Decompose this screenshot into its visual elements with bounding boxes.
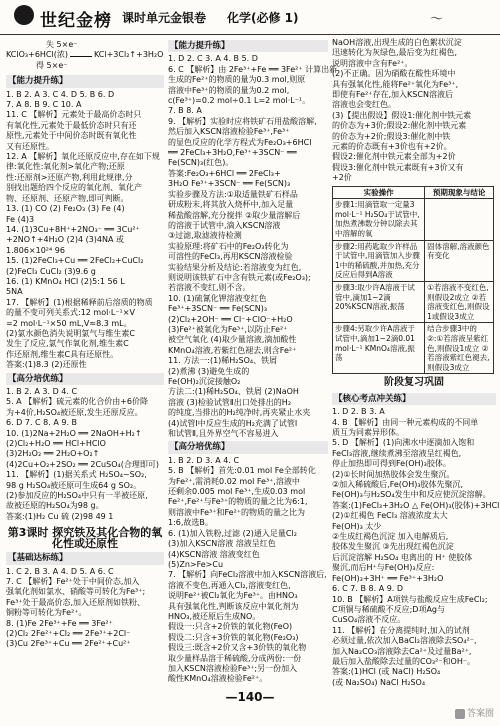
answer-line: 的纯度,当排出的H₂纯净时,再夹紧止水夹 xyxy=(168,408,311,418)
answer-line: 的价态为+2价;假设3:催化剂中铁 xyxy=(332,131,451,141)
answer-line: 最后加入盐酸除去过量的CO₃²⁻和OH⁻。 xyxy=(332,656,476,666)
answer-line: 答案:(1)H₂ Cu 硫 (2)98 49 1 xyxy=(6,511,114,521)
bird-icon: 〜 xyxy=(430,12,444,27)
answer-line: 假设一:只含+2价铁的氧化物(FeO) xyxy=(168,622,293,632)
table-cell: ①若溶液不变红色,则假设2成立 ②若溶液变红色,则假设1或假设3成立 xyxy=(425,282,494,323)
answer-line: +2价 xyxy=(332,173,352,183)
answer-line: 和试管Ⅱ,且外界空气不容易进入 xyxy=(168,429,279,439)
answer-line: 说明溶液中含有Fe²⁺。 xyxy=(332,58,413,68)
answer-line: Fe³⁺处于最高价态,加入还原剂如铁粉、 xyxy=(6,597,146,607)
table-row xyxy=(333,323,494,374)
answer-line: 假设2:催化剂中铁元素全部为+2价 xyxy=(332,152,456,162)
answer-line: 生成的Fe²⁺的物质的量为0.3 mol,则原 xyxy=(168,75,306,85)
answer-line: 又有还原性。 xyxy=(6,141,54,151)
answer-line: 的显色反应的化学方程式为Fe₂O₃+6HCl xyxy=(168,137,312,147)
answer-line: 10. (1)2Na+2H₂O ══ 2NaOH+H₂↑ xyxy=(6,428,142,438)
answer-line: 答案:(1)8.3 (2)还原性 xyxy=(6,360,87,370)
answer-line: 7. C 【解析】Fe²⁺处于中间价态,加入 xyxy=(6,576,140,586)
answer-line: 酸性KMnO₄溶液检验Fe²⁺。 xyxy=(168,674,268,684)
answer-line: 10. B 【解析】A项铁与盐酸反应生成FeCl₂; xyxy=(332,594,488,604)
answer-line: 7. 【解析】向FeCl₂溶液中加入KSCN溶液后, xyxy=(168,570,327,580)
page-number: —140— xyxy=(225,690,275,704)
answer-line: 假设3:催化剂中铁元素既有+3价又有 xyxy=(332,162,464,172)
answer-line: (2)Cl₂+2OH⁻ ══ Cl⁻+ClO⁻+H₂O xyxy=(168,314,293,324)
answer-line: ══ 2FeCl₃+3H₂O,Fe³⁺+3SCN⁻ ══ xyxy=(168,148,297,158)
answer-line: 强氧化剂如氯水、硝酸等可转化为Fe³⁺; xyxy=(6,587,146,597)
answer-line: 被空气氧化 (4)取少量溶液,滴加酸性 xyxy=(168,335,297,345)
answer-line: 实验原理:将矿石中的Fe₂O₃转化为 xyxy=(168,241,289,251)
answer-line: 的量不变可列关系式:12 mol·L⁻¹×V xyxy=(6,308,135,318)
answer-line: 后沉淀溶解 H₂SO₄ 电离出的 H⁺ 使胶体 xyxy=(332,552,473,562)
answer-line: NaOH溶液,出现生成的白色絮状沉淀 xyxy=(332,38,462,47)
answer-line: 溶液也会变红色。 xyxy=(332,100,396,110)
answer-line: 11. C 【解析】元素处于最高价态时只 xyxy=(6,110,142,120)
answer-line: 17. 【解析】(1)根据稀释前后溶质的物质 xyxy=(6,297,153,307)
section-heading: 【能力提升练】 xyxy=(168,40,328,52)
answer-line: 停止加热即可得到Fe(OH)₃胶体。 xyxy=(332,459,451,469)
answer-line: Fe(OH)₃与H₂SO₄发生中和反应使沉淀溶解。 xyxy=(332,490,491,500)
answer-line: 1. B 2. A 3. C 4. D 5. B 6. D xyxy=(6,89,115,99)
answer-line: Fe(OH)₃+3H⁺ ══ Fe³⁺+3H₂O xyxy=(332,573,444,583)
answer-line: 物、还原剂、还原产物,即可判断。 xyxy=(6,193,129,203)
answer-line: 加入Na₂CO₃溶液除去Ca²⁺及过量Ba²⁺, xyxy=(332,646,472,656)
answer-line: Fe (4)3 xyxy=(6,214,35,224)
answer-line: 1. D 2. B 3. A xyxy=(332,407,385,417)
electron-loss-label: 失 5×e⁻ xyxy=(46,40,78,49)
answer-line: 9. 【解析】实验时应将铁矿石用盐酸溶解, xyxy=(168,116,317,126)
section-title: 阶段复习巩固 xyxy=(384,377,444,389)
answer-line: 溶液中Fe³⁺的物质的量为0.2 mol, xyxy=(168,85,290,95)
table-header-row xyxy=(333,186,494,199)
answer-line: HNO₃,被还原后生成NO。 xyxy=(168,611,261,621)
answer-line: 有氧化性,元素处于最低价态时只有还 xyxy=(6,120,137,130)
answer-line: (4)试管Ⅰ中反应生成的H₂充满了试管Ⅰ xyxy=(168,418,298,428)
answer-line: 10. (1)硫氰化钾溶液变红色 xyxy=(168,293,267,303)
answer-column-middle xyxy=(168,38,338,684)
answer-line: 还剩余0.005 mol Fe³⁺,生成0.03 mol xyxy=(168,487,306,497)
answer-line: 说明Fe²⁺被Cl₂氧化为Fe³⁺。由HNO₃ xyxy=(168,591,298,601)
answer-line: 1. D 2. C 3. A 4. B 5. D xyxy=(168,54,258,64)
answer-line: 11. 【解析】(1)据关系式 H₂SO₄~SO₂, xyxy=(6,470,147,480)
answer-line: 14. (1)3Cu+8H⁺+2NO₃⁻ ══ 3Cu²⁺ xyxy=(6,224,140,234)
answer-line: 必须过量,依次加入BaCl₂溶液除去SO₄²⁻, xyxy=(332,636,477,646)
reaction-equation xyxy=(6,50,164,60)
answer-line: 答案:Fe₂O₃+6HCl ══ 2FeCl₃+ xyxy=(168,168,281,178)
series-title: 课时单元金银卷 xyxy=(122,11,207,25)
section-heading: 【核心考点冲关练】 xyxy=(332,393,496,405)
answer-line: 13. (1) CO (2) Fe₂O₃ (3) Fe (4) xyxy=(6,204,125,214)
answer-line: ②加入稀硫酸后,Fe(OH)₃胶体先聚沉, xyxy=(332,480,464,490)
answer-line: c(Fe³⁺)=0.2 mol÷0.1 L=2 mol·L⁻¹。 xyxy=(168,96,311,106)
answer-line: (4)2Cu+O₂+2SO₂ ══ 2CuSO₄(合理即可) xyxy=(6,459,159,469)
answer-line: ②生成红褐色沉淀 加入电解质后, xyxy=(332,532,449,542)
section-heading: 【高分培优练】 xyxy=(168,441,328,453)
answer-line: 方法二:(1)稀H₂SO₄、铁屑 (2)NaOH xyxy=(168,387,299,397)
watermark-icon xyxy=(455,709,465,719)
answer-list-left xyxy=(6,75,164,650)
answer-line: 则溶液中Fe³⁺和Fe²⁺的物质的量之比为 xyxy=(168,507,306,517)
answer-column-right xyxy=(332,38,500,687)
answer-line: Fe(OH)₃ 太少 xyxy=(332,521,382,531)
answer-line: 11. 方法一:(1)稀H₂SO₄、铁屑 xyxy=(168,356,278,366)
table-cell xyxy=(425,199,494,240)
answer-line: CuSO₄溶液不反应。 xyxy=(332,615,406,625)
watermark-text: 答案圈 xyxy=(466,709,494,719)
table-header-cell: 预期现象与结论 xyxy=(425,186,494,199)
subject-title: 化学(必修 1) xyxy=(227,11,299,25)
table-cell: 步骤4:另取少许A溶液于试管中,滴加1~2滴0.01 mol·L⁻¹ KMnO₄溶液,振荡 xyxy=(333,323,425,374)
answer-line: 6. C 7. B 8. A 9. D xyxy=(332,584,404,594)
answer-line: 然后加入KSCN溶液检验Fe³⁺,Fe³⁺ xyxy=(168,127,290,137)
answer-line: 1. B 2. A 3. D 4. C xyxy=(6,387,78,396)
answer-line: 5. D 【解析】(1)向沸水中逐滴加入饱和 xyxy=(332,438,475,448)
answer-line: (2)①红褐色 FeCl₃ 溶液浓度太大 xyxy=(332,511,448,521)
answer-line: 5. A 【解析】硫元素的化合价由+6价降 xyxy=(6,397,148,407)
experiment-table xyxy=(332,186,494,375)
answer-line: (2)Cl₂+H₂O ══ HCl+HClO xyxy=(6,439,106,449)
table-row xyxy=(333,282,494,323)
electron-gain-label: 得 5×e⁻ xyxy=(36,60,68,70)
answer-line: (3)2H₂O₂ ══ 2H₂O+O₂↑ xyxy=(6,449,100,459)
table-cell: 固体溶解,溶液颜色有变化 xyxy=(425,240,494,281)
answer-line: +2NO↑+4H₂O (2)4 (3)4NA 或 xyxy=(6,235,125,245)
answer-line: Fe³⁺+3SCN⁻ ══ Fe(SCN)₃ xyxy=(168,304,268,314)
answer-line: 3H₂O Fe³⁺+3SCN⁻ ══ Fe(SCN)₃ xyxy=(168,179,291,189)
answer-line: 胶体发生聚沉 ③先出现红褐色沉淀 xyxy=(332,542,454,552)
answer-line: Fe(OH)₂沉淀接触O₂ xyxy=(168,377,241,386)
table-cell: 结合步骤3中的②:①若溶液呈紫红色,则假设1成立 ②若溶液紫红色褪去,则假设3成立 xyxy=(425,323,494,374)
answer-line: 具有强氧化性,判断该反应中氧化剂为 xyxy=(168,601,299,611)
answer-line: 原性,元素处于中间价态时既有氧化性 xyxy=(6,131,137,141)
page-header xyxy=(0,0,500,35)
answer-line: 稀盐酸溶解,充分搅拌 ②取少量溶解后 xyxy=(168,210,301,220)
answer-list-middle xyxy=(168,40,338,685)
answer-line: Fe(SCN)₃(红色)。 xyxy=(168,158,234,168)
answer-line: (2)FeCl₃ CuCl₂ (3)9.6 g xyxy=(6,266,96,276)
answer-line: 1. C 2. B 3. A 4. D 5. A 6. C xyxy=(6,566,114,576)
answer-line: 12. A 【解析】氧化还原反应中,存在如下规 xyxy=(6,152,160,162)
answer-line: 7. A 8. B 9. C 10. A xyxy=(6,100,82,110)
answer-line: 铜粉等可转化为Fe²⁺。 xyxy=(6,608,87,618)
answer-line: Fe²⁺,Fe²⁺与Fe³⁺的物质的量之比为6:1, xyxy=(168,497,308,507)
answer-line: 研成粉末,将其放入烧杯中,加入足量 xyxy=(168,200,294,210)
answer-line: 性:还原剂>还原产物,利用此规律,分 xyxy=(6,172,133,182)
answer-line: 的价态为+3价;假设2:催化剂中铁元素 xyxy=(332,121,467,131)
answer-line: (3)Cu 2Fe³⁺+Cu ══ 2Fe²⁺+Cu²⁺ xyxy=(6,639,131,649)
answer-line: 别找出题给四个反应的氧化剂、氧化产 xyxy=(6,183,142,193)
answer-line: KMnO₄溶液,若紫红色褪去,则含Fe²⁺ xyxy=(168,345,297,355)
brand-logo-icon xyxy=(14,5,34,25)
reaction-arrow-icon xyxy=(70,52,92,57)
lesson-title: 第3课时 探究铁及其化合物的氧化性或还原性 xyxy=(7,526,163,550)
answer-line: 答案:(1)FeCl₃+3H₂O △ Fe(OH)₃(胶体)+3HCl xyxy=(332,500,500,510)
section-heading: 【能力提升练】 xyxy=(6,75,164,87)
answer-line: =2 mol·L⁻¹×50 mL,V≈8.3 mL。 xyxy=(6,318,132,328)
answer-line: 具有强氧化性,能将Fe²⁺氧化为Fe³⁺, xyxy=(332,79,459,89)
answer-line: 假设三:既含+2价又含+3价铁的氧化物 xyxy=(168,643,307,653)
answer-line: ③过滤,取滤液待检测 xyxy=(168,231,242,241)
table-header-cell: 实验操作 xyxy=(333,186,425,199)
answer-line: 发生了反应,氯气作氧化剂,维生素C xyxy=(6,339,129,349)
answer-line: (2)参加反应的H₂SO₄中只有一半被还原, xyxy=(6,491,148,501)
answer-line: 1.806×10²⁴ 96 xyxy=(6,245,65,255)
answer-line: (2)煮沸 (3)避免生成的 xyxy=(168,366,250,376)
answer-line: 假设二:只含+3价铁的氧化物(Fe₂O₃) xyxy=(168,632,299,642)
answer-line: 为+4价,H₂SO₄被还原,发生还原反应。 xyxy=(6,407,143,417)
answer-line: (2)Cl₂ 2Fe²⁺+Cl₂ ══ 2Fe³⁺+2Cl⁻ xyxy=(6,628,131,638)
answer-line: (2)氯水颜色消失说明氯气与维生素C xyxy=(6,328,135,338)
answer-line: 6. C 【解析】由 2Fe³⁺+Fe ══ 3Fe²⁺ 计算出新 xyxy=(168,64,338,74)
answer-column-left xyxy=(6,38,164,682)
answer-line: 5NA xyxy=(6,287,23,297)
answer-line: 实验步骤及方法:①取适量铁矿石样品 xyxy=(168,189,298,199)
answer-line: (4)KSCN溶液 溶液变红色 xyxy=(168,549,260,559)
reaction-right: KCl+3Cl₂↑+3H₂O xyxy=(93,50,164,60)
answer-list-right-bottom xyxy=(332,393,500,688)
answer-line: (3)Fe²⁺被氧化为Fe³⁺,以防止Fe²⁺ xyxy=(168,324,288,334)
electron-transfer-diagram xyxy=(6,38,164,73)
table-cell: 步骤3:取少许A溶液于试管中,滴加1~2滴20%KSCN溶液,振荡 xyxy=(333,282,425,323)
answer-line: 质互为同素异形体。 xyxy=(332,428,404,437)
answer-line: 作还原剂,维生素C具有还原性。 xyxy=(6,349,119,359)
answer-line: (3)【提出假设】假设1:催化剂中铁元素 xyxy=(332,110,472,120)
table-cell: 步骤1:用滴管取一定量3 mol·L⁻¹ H₂SO₄于试管中,加热煮沸数分钟以除去其中溶解的氧 xyxy=(333,199,425,240)
answer-line: (3)加入KSCN溶液 溶液呈红色 xyxy=(168,539,276,549)
answer-line: (2)①长时间加热胶体会发生聚沉。 xyxy=(332,469,455,479)
brand-title: 世纪金榜 xyxy=(40,11,112,31)
answer-line: 实验结果分析及结论:若溶液变为红色, xyxy=(168,262,302,272)
answer-line: 5. B 【解析】首先:0.01 mol Fe全部转化 xyxy=(168,466,316,476)
answer-list-right-top xyxy=(332,38,496,184)
answer-line: 律:氧化性:氧化剂>氧化产物;还原 xyxy=(6,162,125,172)
section-heading: 【基础达标练】 xyxy=(6,552,164,564)
answer-line: 可溶性的FeCl₃,再用KSCN溶液检验 xyxy=(168,252,293,262)
table-cell: 步骤2:用药匙取少许样品于试管中,用滴管加入步骤1中的稀硫酸,并加热,充分反应后得到A溶液 xyxy=(333,240,425,281)
answer-line: 的溶液于试管中,滴入KSCN溶液 xyxy=(168,220,281,230)
answer-line: 若溶液不变红,则不含。 xyxy=(168,283,251,293)
answer-line: 元素的价态既有+3价也有+2价。 xyxy=(332,142,452,152)
answer-line: (5)Zn>Fe>Cu xyxy=(168,559,224,569)
answer-line: (或 Na₂SO₄) NaCl H₂SO₄ xyxy=(332,677,426,687)
table-row xyxy=(333,199,494,240)
answer-line: 则说明该铁矿石中含有铁元素(或Fe₂O₃); xyxy=(168,272,311,282)
answer-line: 7. B 8. A xyxy=(168,106,202,116)
answer-line: 聚沉,而后H⁺与Fe(OH)₃反应: xyxy=(332,563,435,573)
answer-line: 溶液不变色,再通入Cl₂,溶液变红色, xyxy=(168,580,291,590)
answer-line: 取少量样品溶于稀硫酸,分成两份:一份 xyxy=(168,653,302,663)
answer-line: 加入KSCN溶液检验Fe³⁺;另一份加入 xyxy=(168,663,298,673)
answer-line: 即使有Fe²⁺存在,加入KSCN溶液后 xyxy=(332,90,453,100)
answer-line: 16. (1) KMnO₄ HCl (2)5:1 56 L xyxy=(6,276,125,286)
answer-line: 溶液 (3)检验试管Ⅱ出口处排出的H₂ xyxy=(168,397,292,407)
answer-line: 答案:(1)HCl (或 NaCl) H₂SO₄ xyxy=(332,667,441,677)
answer-line: 1. B 2. D 3. A 4. C xyxy=(168,455,240,465)
reaction-left: KClO₃+6HCl(浓) xyxy=(6,50,68,60)
answer-line: C项铜与稀硫酸不反应;D项Ag与 xyxy=(332,604,445,614)
answer-line: 为Fe²⁺,需消耗0.02 mol Fe³⁺,溶液中 xyxy=(168,476,300,486)
watermark xyxy=(455,706,494,719)
answer-line: 6. (1)加入铁粉,过滤 (2)通入足量Cl₂ xyxy=(168,528,297,538)
answer-line: 11. 【解析】在分离提纯时,加入的试剂 xyxy=(332,625,470,635)
answer-line: 迅速转化为灰绿色,最后变为红褐色, xyxy=(332,48,458,58)
table-row xyxy=(333,240,494,281)
answer-line: FeCl₃溶液,继续煮沸至溶液呈红褐色, xyxy=(332,448,462,458)
answer-line: 15. (1)2FeCl₃+Cu ══ 2FeCl₂+CuCl₂ xyxy=(6,256,144,266)
answer-line: 4. B 【解析】由同一种元素构成的不同单 xyxy=(332,417,479,427)
section-heading: 【高分培优练】 xyxy=(6,373,164,385)
answer-line: 1:6,故选B。 xyxy=(168,518,213,528)
answer-line: 6. D 7. C 8. A 9. B xyxy=(6,418,78,428)
answer-line: (2)不正确。因为硝酸在酸性环境中 xyxy=(332,69,456,79)
answer-line: 8. (1)Fe 2Fe³⁺+Fe ══ 3Fe²⁺ xyxy=(6,618,113,628)
answer-line: 98 g H₂SO₄被还原可生成64 g SO₂。 xyxy=(6,480,142,490)
answer-line: 故被还原的H₂SO₄为98 g。 xyxy=(6,501,104,511)
